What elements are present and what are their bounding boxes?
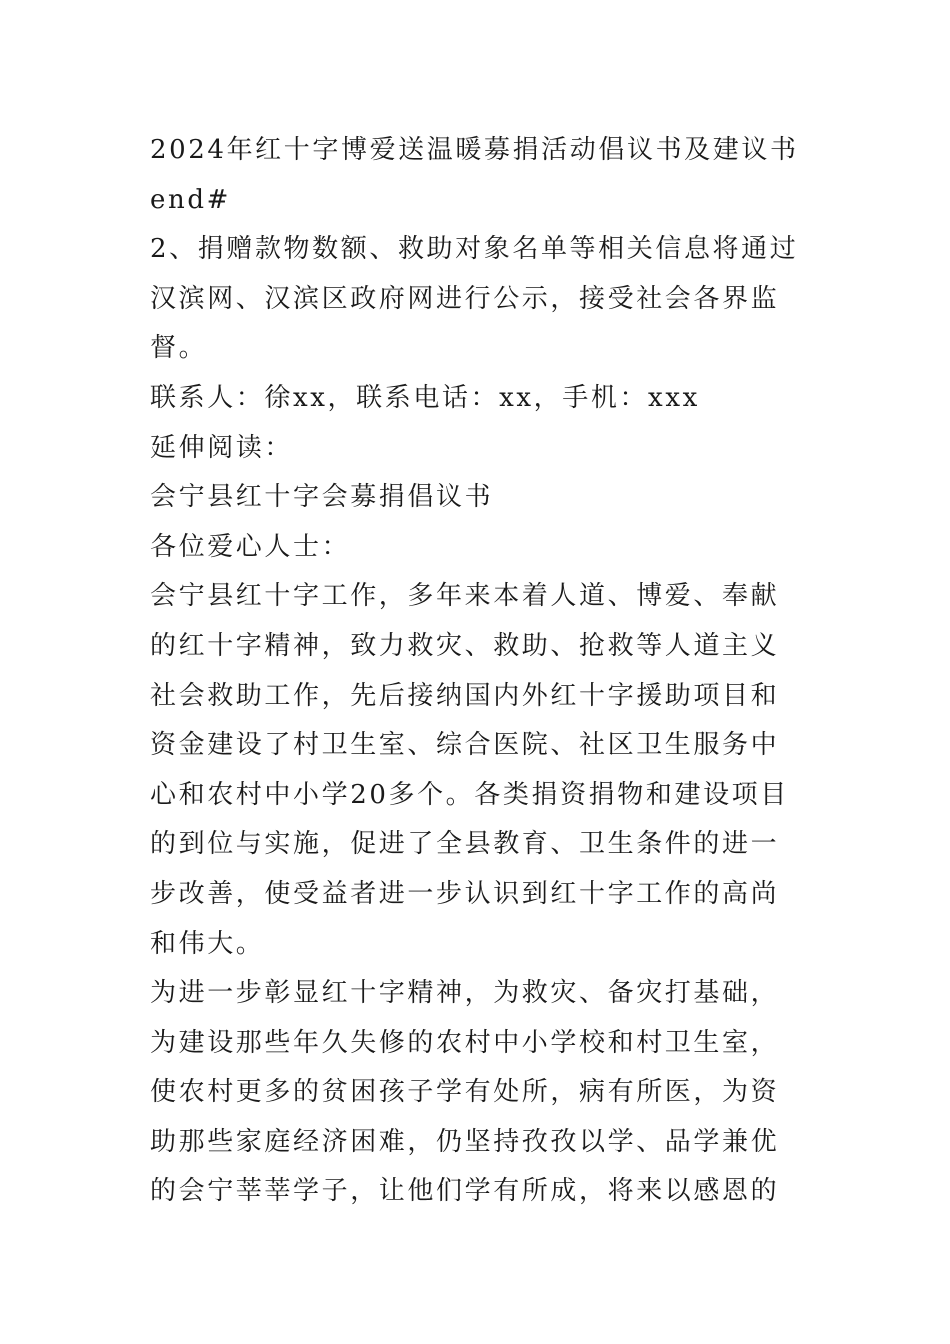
paragraph-subtitle: 会宁县红十字会募捐倡议书 [150,482,494,513]
document-body [150,126,800,1217]
paragraph-body-2: 为进一步彰显红十字精神，为救灾、备灾打基础，为建设那些年久失修的农村中小学校和村卫生室，使农村更多的贫困孩子学有处所，病有所医，为资助那些家庭经济困难，仍坚持孜孜以学、品学兼优的会宁莘莘学子，让他们学有所成，将来以感恩的 [150,978,780,1207]
paragraph-further-reading: 延伸阅读： [150,432,294,463]
paragraph-contact: 联系人：徐xx，联系电话：xx，手机：xxx [150,382,700,413]
paragraph-salutation: 各位爱心人士： [150,531,351,562]
paragraph-disclosure: 2、捐赠款物数额、救助对象名单等相关信息将通过汉滨网、汉滨区政府网进行公示，接受社会各界监督。 [150,234,799,364]
document-title: 2024年红十字博爱送温暖募捐活动倡议书及建议书end# [150,135,799,215]
paragraph-body-1: 会宁县红十字工作，多年来本着人道、博爱、奉献的红十字精神，致力救灾、救助、抢救等人道主义社会救助工作，先后接纳国内外红十字援助项目和资金建设了村卫生室、综合医院、社区卫生服务中心和农村中小学20多个。各类捐资捐物和建设项目的到位与实施，促进了全县教育、卫生条件的进一步改善，使受益者进一步认识到红十字工作的高尚和伟大。 [150,581,789,959]
